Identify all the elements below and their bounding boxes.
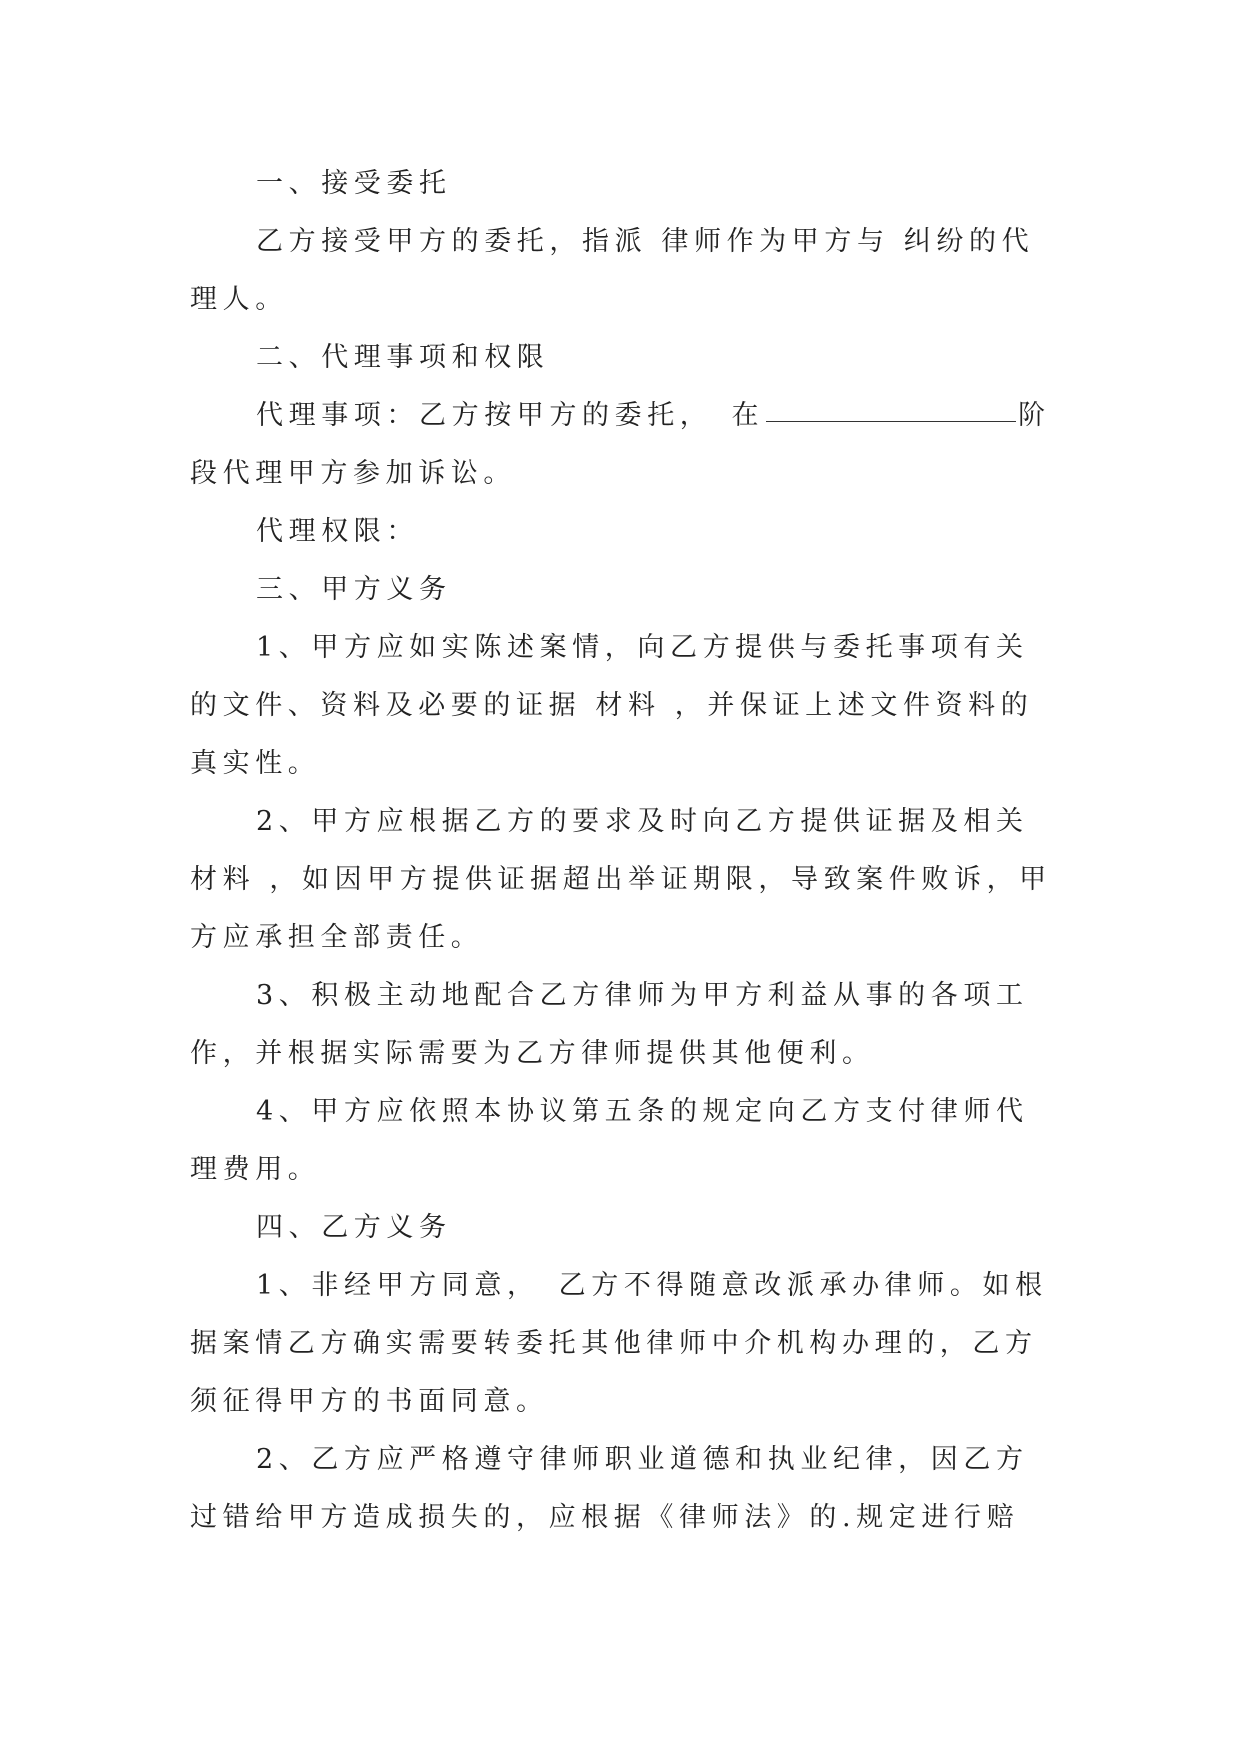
section-3-item-4: 4、甲方应依照本协议第五条的规定向乙方支付律师代理费用。: [190, 1096, 1029, 1185]
section-1-title: 一、接受委托: [256, 168, 452, 199]
agency-item-suffix: 阶段代理甲方参加诉讼。: [190, 400, 1051, 489]
fill-in-blank-line: [766, 420, 1016, 422]
document-body: [190, 155, 1060, 1547]
section-4-item-1: 1、非经甲方同意， 乙方不得随意改派承办律师。如根据案情乙方确实需要转委托其他律师中介机构办理的，乙方须征得甲方的书面同意。: [190, 1270, 1048, 1417]
section-1-text: 乙方接受甲方的委托，指派 律师作为甲方与 纠纷的代理人。: [190, 226, 1035, 315]
section-2-title: 二、代理事项和权限: [256, 342, 550, 373]
section-3-item-1: 1、甲方应如实陈述案情，向乙方提供与委托事项有关的文件、资料及必要的证据 材料 ，并保证上述文件资料的真实性。: [190, 632, 1034, 779]
section-4-item-2: 2、乙方应严格遵守律师职业道德和执业纪律，因乙方过错给甲方造成损失的，应根据《律师法》的.规定进行赔: [190, 1444, 1029, 1533]
section-2-limits: 代理权限：: [256, 516, 419, 547]
section-3-title: 三、甲方义务: [256, 574, 452, 605]
section-3-item-2: 2、甲方应根据乙方的要求及时向乙方提供证据及相关材料 ，如因甲方提供证据超出举证期限，导致案件败诉，甲方应承担全部责任。: [190, 806, 1052, 953]
section-2-agency-item: [190, 387, 1060, 503]
section-3-item-3: 3、积极主动地配合乙方律师为甲方利益从事的各项工作，并根据实际需要为乙方律师提供其他便利。: [190, 980, 1029, 1069]
section-4-title: 四、乙方义务: [256, 1212, 452, 1243]
agency-item-prefix: 代理事项：乙方按甲方的委托， 在: [256, 400, 765, 431]
